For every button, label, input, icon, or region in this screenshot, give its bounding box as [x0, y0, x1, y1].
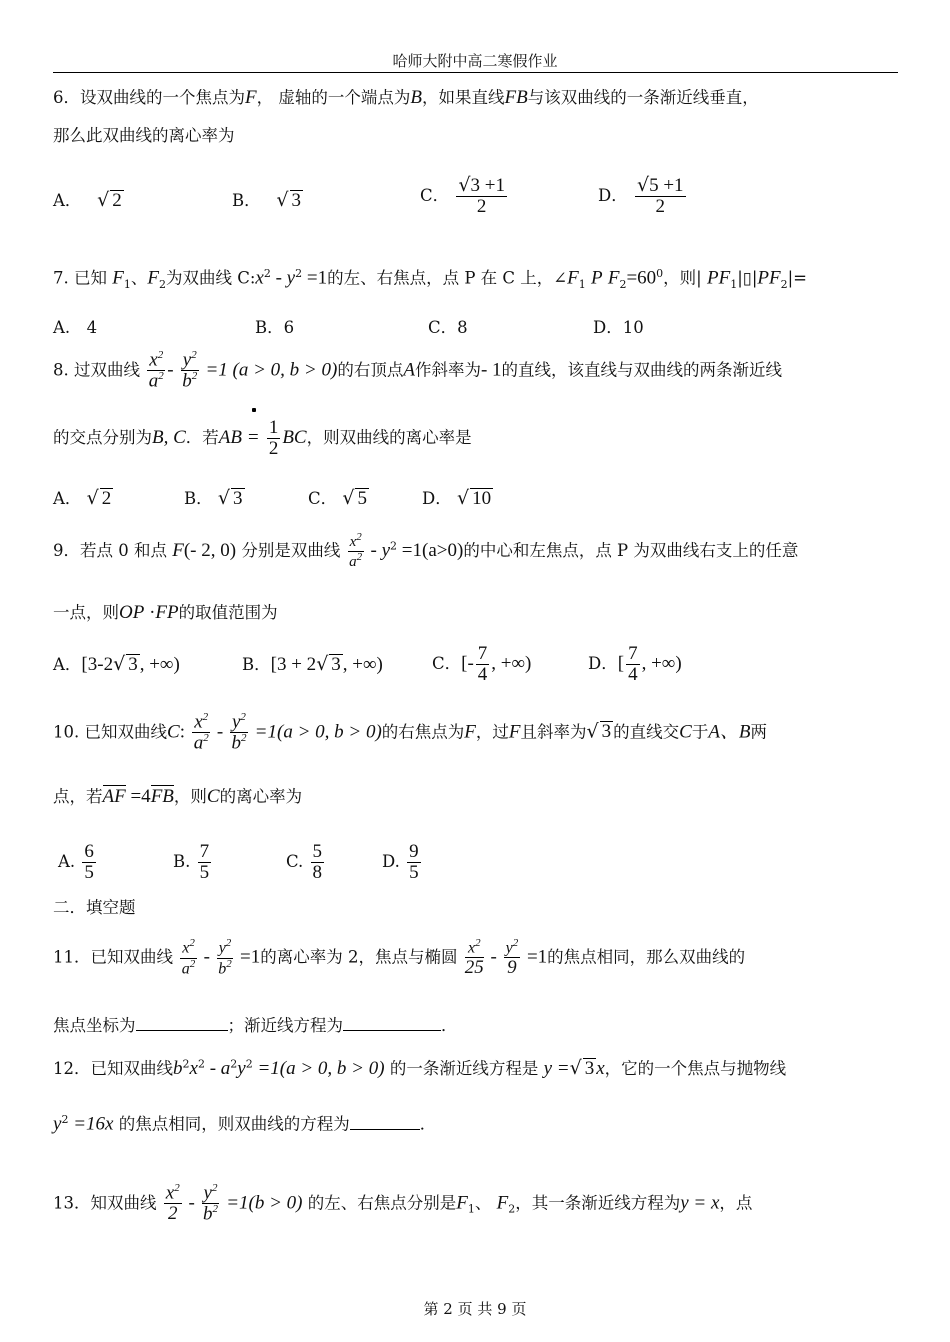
- section-fill-in-title: 二．填空题: [53, 898, 136, 917]
- stray-dot: [252, 408, 256, 412]
- q6-option-a: A． √ 2: [53, 189, 122, 211]
- q10-line2: 点，若AF =4FB，则C的离心率为: [53, 786, 303, 807]
- q8-line1: 8. 过双曲线 $\frac{x^2}{a^2}$ - $\frac{y^2}{b^2}$ =1 (a > 0, b > 0)的右顶点A作斜率为- 1的直线，该直线与双曲线的两条渐近线: [53, 349, 783, 392]
- q9-option-b: B．[3 + 2√ 3 , +∞): [242, 653, 383, 675]
- q8-option-c: C． √ 5: [308, 487, 367, 509]
- header-rule: [53, 72, 898, 73]
- q10-line1: 10. 已知双曲线C: $\frac{x^2}{a^2}$ - $\frac{y^2}{b^2}$ =1(a > 0, b > 0)的右焦点为F，过F且斜率为√ 3 的直线交C于A、B两: [53, 711, 768, 754]
- q6-line2: 那么此双曲线的离心率为: [53, 126, 235, 145]
- page-footer: 第 2 页 共 9 页: [423, 1300, 527, 1318]
- q9-option-c: C．[- $\frac{7}{4}$ , +∞): [432, 643, 532, 685]
- q9-line2: 一点，则OP ·FP的取值范围为: [53, 602, 278, 623]
- blank-hyperbola-equation[interactable]: [350, 1115, 420, 1130]
- q7-line1: 7. 已知 $F_1$、$F_2$为双曲线 $C:x^2 - y^2 =1$的左、右焦点，点 P 在 C 上，$\angle F_1$ P $F_2=60^0$，则| $PF_1|▯|PF_2|=$: [53, 267, 808, 291]
- q9-option-d: D．[ $\frac{7}{4}$ , +∞): [588, 643, 682, 685]
- q12-line1: 12．已知双曲线$b^2x^2 - a^2y^2 =1(a > 0$, b > 0) 的一条渐近线方程是 y =√ 3 x，它的一个焦点与抛物线: [53, 1057, 787, 1079]
- q8-option-a: A． √ 2: [53, 487, 112, 509]
- q10-option-a: A. $\frac{6}{5}$: [58, 841, 94, 883]
- q6-option-c: C． $\frac{√3 +1}{2}$: [420, 174, 505, 217]
- q12-line2: $y^2 =16x$ 的焦点相同，则双曲线的方程为 ．: [53, 1113, 437, 1135]
- q8-option-d: D． √ 10: [422, 487, 492, 509]
- q9-option-a: A．[3-2√ 3 , +∞): [53, 653, 180, 675]
- q10-option-b: B. $\frac{7}{5}$: [173, 841, 210, 883]
- q9-line1: 9．若点 0 和点 F(- 2, 0) 分别是双曲线 $\frac{x^2}{a^2}$ - $y^2 =1(a>0)$的中心和左焦点，点 P 为双曲线右支上的任意: [53, 531, 799, 570]
- q7-option-c: C．8: [428, 318, 468, 337]
- blank-focus-coords[interactable]: [136, 1016, 228, 1031]
- blank-asymptote[interactable]: [343, 1016, 441, 1031]
- q6-option-b: B． √ 3: [232, 189, 301, 211]
- q10-option-c: C. $\frac{5}{8}$: [286, 841, 323, 883]
- q7-option-d: D．10: [593, 318, 644, 337]
- q7-option-b: B．6: [255, 318, 295, 337]
- q7-option-a: A. 4: [53, 318, 98, 337]
- q13-line1: 13．知双曲线 $\frac{x^2}{2}$ - $\frac{y^2}{b^2}$ =1(b > 0) 的左、右焦点分别是$F_1$、 $F_2$，其一条渐近线方程为y = x，点: [53, 1182, 753, 1225]
- q8-line2: 的交点分别为B, C．若AB = $\frac{1}{2}$ BC，则双曲线的离心率是: [53, 417, 472, 459]
- q6-option-d: D． $\frac{√5 +1}{2}$: [598, 174, 684, 217]
- q8-option-b: B． √ 3: [184, 487, 243, 509]
- q6-line1: 6．设双曲线的一个焦点为F， 虚轴的一个端点为B，如果直线FB与该双曲线的一条渐近线垂直，: [53, 87, 759, 108]
- page-header: 哈师大附中高二寒假作业: [392, 52, 558, 70]
- q11-line1: 11．已知双曲线 $\frac{x^2}{a^2}$ - $\frac{y^2}{b^2}$ =1的离心率为 2，焦点与椭圆 $\frac{x^2}{25}$ - $\frac{y^2}{9}$ =1的焦点相同，那么双曲线的: [53, 937, 746, 979]
- q10-option-d: D. $\frac{9}{5}$: [382, 841, 419, 883]
- q11-line2: 焦点坐标为 ；渐近线方程为 ．: [53, 1016, 458, 1035]
